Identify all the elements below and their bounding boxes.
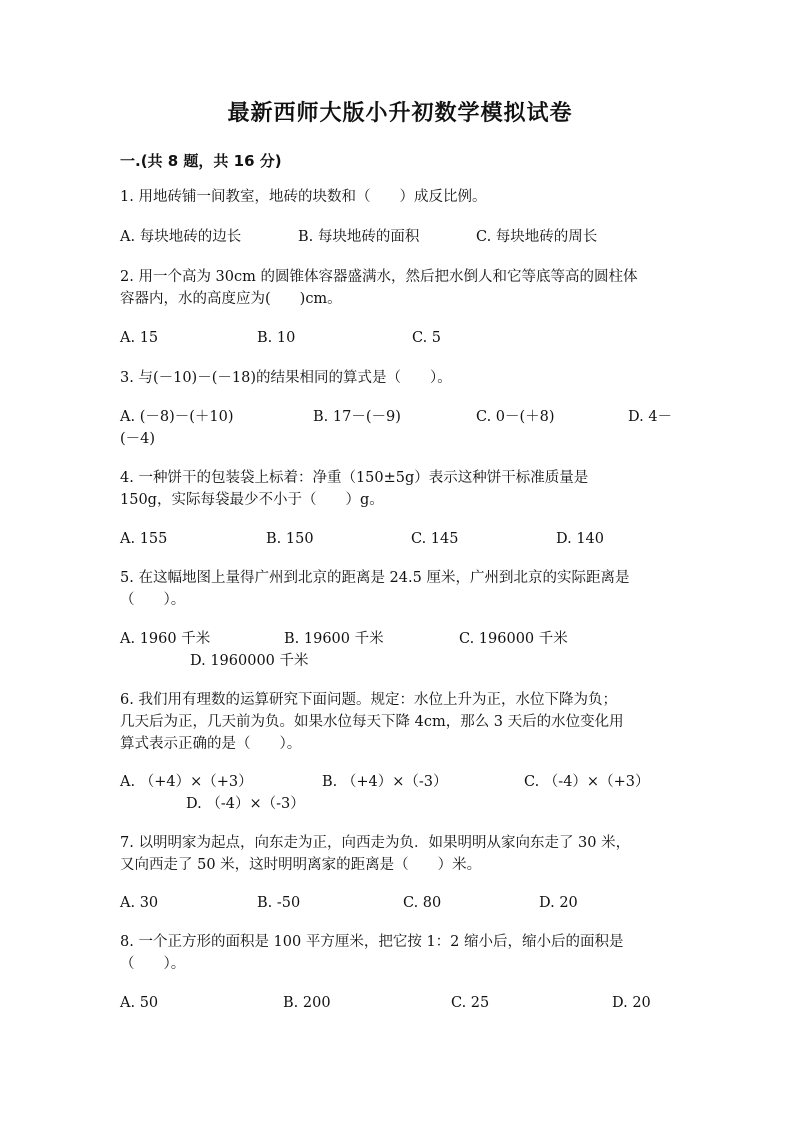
question-3-option-c: C. 0－(＋8) <box>476 409 555 425</box>
question-7-option-c: C. 80 <box>403 895 442 911</box>
question-1-option-a: A. 每块地砖的边长 <box>120 229 242 245</box>
page-title: 最新西师大版小升初数学模拟试卷 <box>227 101 573 126</box>
question-4-stem-line-2: 150g，实际每袋最少不小于（ ）g。 <box>120 492 384 508</box>
question-8-option-c: C. 25 <box>451 995 490 1011</box>
question-2-option-a: A. 15 <box>120 330 159 346</box>
question-7-stem-line-1: 7. 以明明家为起点，向东走为正，向西走为负．如果明明从家向东走了 30 米， <box>120 835 631 851</box>
section-heading: 一.(共 8 题，共 16 分) <box>120 152 282 170</box>
question-4-stem-line-1: 4. 一种饼干的包装袋上标着：净重（150±5g）表示这种饼干标准质量是 <box>120 470 589 486</box>
question-2-stem-line-1: 2. 用一个高为 30cm 的圆锥体容器盛满水，然后把水倒人和它等底等高的圆柱体 <box>120 269 638 285</box>
question-6-option-b: B. （+4）×（-3） <box>322 774 448 790</box>
question-6-stem-line-1: 6. 我们用有理数的运算研究下面问题。规定：水位上升为正，水位下降为负； <box>120 692 617 708</box>
question-6-option-a: A. （+4）×（+3） <box>120 774 253 790</box>
question-4-option-b: B. 150 <box>266 531 314 547</box>
question-3-option-a: A. (－8)－(＋10) <box>120 409 234 425</box>
question-2-stem-line-2: 容器内，水的高度应为( )cm。 <box>120 291 342 307</box>
question-6-option-d: D. （-4）×（-3） <box>186 796 305 812</box>
question-3-option-d: D. 4－ <box>628 409 673 425</box>
question-8-option-b: B. 200 <box>283 995 331 1011</box>
question-4-option-d: D. 140 <box>556 531 605 547</box>
question-3-stem: 3. 与(－10)－(－18)的结果相同的算式是（ ）。 <box>120 370 452 386</box>
question-2-option-b: B. 10 <box>257 330 296 346</box>
question-5-option-c: C. 196000 千米 <box>459 631 568 647</box>
question-7-option-a: A. 30 <box>120 895 159 911</box>
question-5-option-d: D. 1960000 千米 <box>190 653 309 669</box>
question-8-option-d: D. 20 <box>612 995 651 1011</box>
question-8-stem-line-1: 8. 一个正方形的面积是 100 平方厘米，把它按 1：2 缩小后，缩小后的面积是 <box>120 934 624 950</box>
question-4-option-a: A. 155 <box>120 531 168 547</box>
question-5-stem-line-2: （ ）。 <box>120 592 186 608</box>
question-8-option-a: A. 50 <box>120 995 159 1011</box>
question-5-option-b: B. 19600 千米 <box>284 631 384 647</box>
question-1-option-c: C. 每块地砖的周长 <box>476 229 598 245</box>
question-7-stem-line-2: 又向西走了 50 米，这时明明离家的距离是（ ）米。 <box>120 857 482 873</box>
question-8-stem-line-2: （ ）。 <box>120 956 186 972</box>
question-4-option-c: C. 145 <box>411 531 459 547</box>
question-5-stem-line-1: 5. 在这幅地图上量得广州到北京的距离是 24.5 厘米，广州到北京的实际距离是 <box>120 570 630 586</box>
question-6-stem-line-3: 算式表示正确的是（ ）。 <box>120 736 302 752</box>
question-1-option-b: B. 每块地砖的面积 <box>298 229 420 245</box>
question-6-stem-line-2: 几天后为正，几天前为负。如果水位每天下降 4cm，那么 3 天后的水位变化用 <box>120 714 624 730</box>
question-3-option-b: B. 17－(－9) <box>313 409 401 425</box>
question-6-option-c: C. （-4）×（+3） <box>524 774 650 790</box>
question-7-option-b: B. -50 <box>257 895 301 911</box>
question-2-option-c: C. 5 <box>412 330 442 346</box>
question-1-stem: 1. 用地砖铺一间教室，地砖的块数和（ ）成反比例。 <box>120 189 487 205</box>
question-7-option-d: D. 20 <box>539 895 578 911</box>
question-5-option-a: A. 1960 千米 <box>120 631 211 647</box>
question-3-option-d-continued: (－4) <box>120 431 156 447</box>
